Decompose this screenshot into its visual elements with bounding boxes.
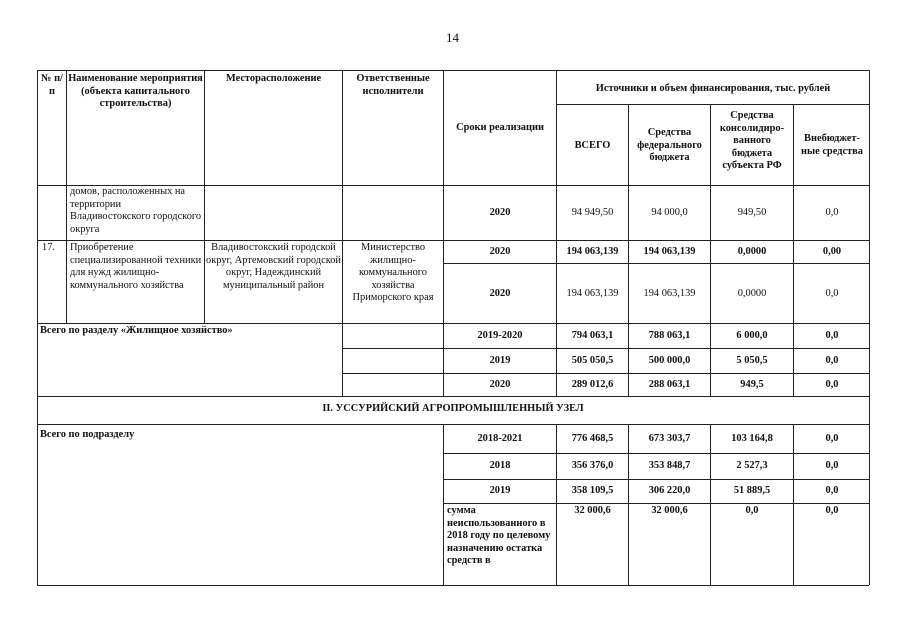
cell-extra: 0,0 <box>825 460 839 471</box>
rule <box>37 396 869 397</box>
header-num: № п/п <box>41 73 63 97</box>
cell-extra: 0,0 <box>825 355 839 366</box>
header-location: Месторасположение <box>225 73 322 84</box>
header-sources-title: Источники и объем финансирования, тыс. рублей <box>595 83 831 94</box>
cell-regional: 2 527,3 <box>736 460 768 471</box>
rule <box>628 424 629 585</box>
cell-year: 2018-2021 <box>477 433 523 444</box>
cell-year: 2020 <box>489 288 511 299</box>
cell-regional: 949,5 <box>740 379 764 390</box>
row-responsible: Министерство жилищно-коммунального хозяйства Приморского края <box>352 242 434 304</box>
cell-extra: 0,0 <box>825 433 839 444</box>
header-total: ВСЕГО <box>574 140 611 151</box>
rule <box>710 104 711 396</box>
cell-year: 2018 <box>489 460 511 471</box>
cell-regional: 949,50 <box>737 207 767 218</box>
cell-total: 794 063,1 <box>571 330 614 341</box>
cell-extra: 0,0 <box>825 505 839 516</box>
row-location: Владивостокский городской округ, Артемовский городской округ, Надеждинский муниципальный район <box>206 242 341 291</box>
rule <box>443 453 869 454</box>
cell-regional: 103 164,8 <box>731 433 773 444</box>
rule <box>443 424 444 585</box>
cell-total: 356 376,0 <box>571 460 614 471</box>
rule <box>66 70 67 323</box>
cell-regional: 6 000,0 <box>736 330 768 341</box>
rule <box>793 424 794 585</box>
rule <box>556 424 557 585</box>
header-name: Наименование мероприятия (объекта капитального строительства) <box>68 73 203 110</box>
cell-year: 2020 <box>489 207 511 218</box>
rule <box>793 104 794 396</box>
cell-federal: 788 063,1 <box>648 330 691 341</box>
cell-regional: 0,0 <box>745 505 759 516</box>
cell-extra: 0,0 <box>825 379 839 390</box>
cell-extra: 0,0 <box>825 330 839 341</box>
rule <box>342 373 869 374</box>
rule <box>204 70 205 323</box>
cell-federal: 94 000,0 <box>651 207 688 218</box>
cell-regional: 0,0000 <box>737 246 767 257</box>
cell-regional: 0,0000 <box>737 288 767 299</box>
cell-year: 2019-2020 <box>477 330 523 341</box>
cell-year: 2019 <box>489 485 511 496</box>
row-name: домов, расположенных на территории Владивостокского городского округа <box>70 186 202 235</box>
rule <box>37 323 869 324</box>
row-num: 17. <box>42 242 55 253</box>
cell-total: 194 063,139 <box>566 288 619 299</box>
rule <box>37 585 869 586</box>
cell-federal: 288 063,1 <box>648 379 691 390</box>
cell-extra: 0,0 <box>825 485 839 496</box>
header-responsible: Ответственные исполнители <box>356 73 430 97</box>
cell-federal: 194 063,139 <box>643 288 696 299</box>
cell-regional: 5 050,5 <box>736 355 768 366</box>
cell-federal: 194 063,139 <box>643 246 696 257</box>
cell-federal: 306 220,0 <box>648 485 691 496</box>
section-title: II. УССУРИЙСКИЙ АГРОПРОМЫШЛЕННЫЙ УЗЕЛ <box>322 403 584 414</box>
rule <box>37 240 869 241</box>
header-federal: Средства федерального бюджета <box>637 127 702 164</box>
cell-extra: 0,0 <box>825 288 839 299</box>
rule <box>869 70 870 585</box>
cell-total: 289 012,6 <box>571 379 614 390</box>
row-name: Приобретение специализированной техники для нужд жилищно-коммунального хозяйства <box>70 242 202 291</box>
rule <box>628 104 629 396</box>
cell-total: 776 468,5 <box>571 433 614 444</box>
cell-federal: 500 000,0 <box>648 355 691 366</box>
cell-extra: 0,0 <box>825 207 839 218</box>
header-regional: Средства консолидиро-ванного бюджета субъекта РФ <box>719 110 785 172</box>
rule <box>342 70 343 396</box>
cell-total: 32 000,6 <box>574 505 611 516</box>
cell-federal: 673 303,7 <box>648 433 691 444</box>
cell-regional: 51 889,5 <box>733 485 771 496</box>
header-extrabudget: Внебюджет-ные средства <box>801 133 863 157</box>
section-total-label: Всего по разделу «Жилищное хозяйство» <box>40 325 233 336</box>
cell-extra: 0,00 <box>822 246 842 257</box>
rule <box>556 104 869 105</box>
cell-total: 505 050,5 <box>571 355 614 366</box>
cell-year: 2020 <box>489 379 511 390</box>
cell-year-note: сумма неиспользованного в 2018 году по целевому назначению остатка средств в <box>447 505 551 567</box>
cell-year: 2019 <box>489 355 511 366</box>
rule <box>556 70 557 396</box>
cell-federal: 353 848,7 <box>648 460 691 471</box>
rule <box>443 263 869 264</box>
rule <box>342 348 869 349</box>
rule <box>443 479 869 480</box>
cell-total: 358 109,5 <box>571 485 614 496</box>
rule <box>37 424 869 425</box>
rule <box>443 503 869 504</box>
rule <box>37 70 869 71</box>
cell-federal: 32 000,6 <box>651 505 688 516</box>
subsection-total-label: Всего по подразделу <box>40 429 135 440</box>
cell-total: 94 949,50 <box>571 207 614 218</box>
page-number: 14 <box>446 30 459 45</box>
header-period: Сроки реализации <box>456 122 544 133</box>
cell-total: 194 063,139 <box>566 246 619 257</box>
rule <box>710 424 711 585</box>
cell-year: 2020 <box>489 246 511 257</box>
rule <box>37 70 38 585</box>
rule <box>443 70 444 396</box>
